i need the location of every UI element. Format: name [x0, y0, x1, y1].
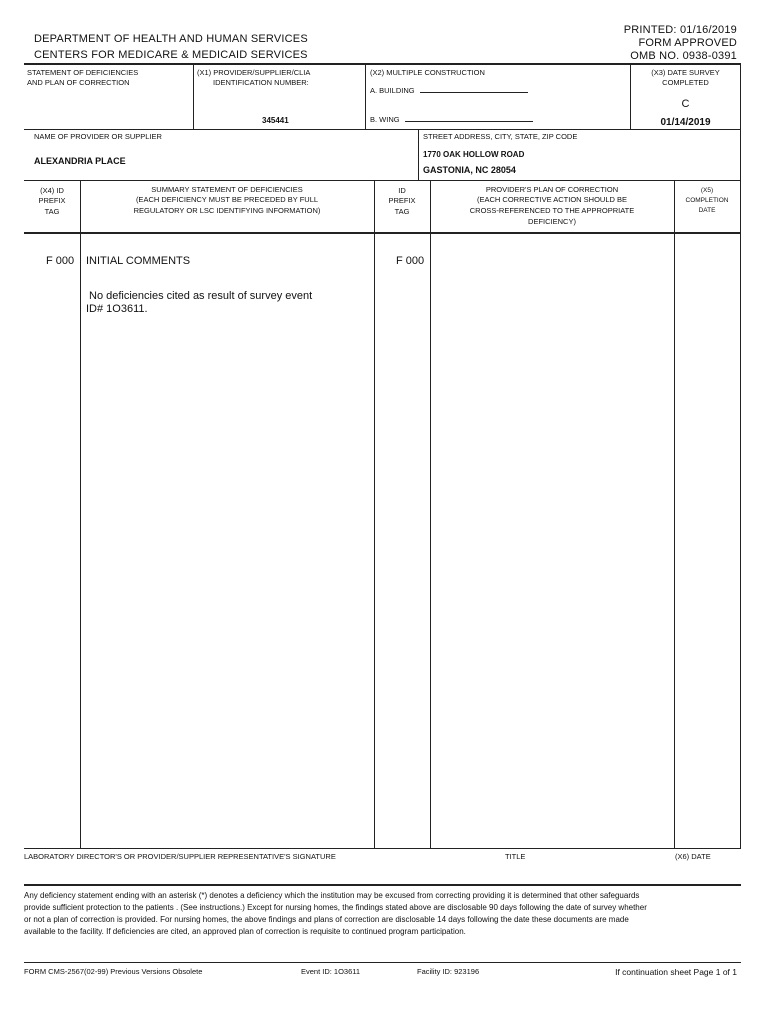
col-x4-right	[80, 180, 81, 848]
rule-after-provider	[24, 180, 741, 181]
street-address: 1770 OAK HOLLOW ROAD	[423, 150, 525, 159]
top-rule	[24, 63, 741, 65]
id-header-2: PREFIX	[388, 196, 416, 205]
summary-header-3: REGULATORY OR LSC IDENTIFYING INFORMATION)	[133, 206, 321, 215]
provider-id-number: 345441	[262, 116, 289, 125]
x4-header-3: TAG	[44, 207, 60, 216]
disclosure-notice: Any deficiency statement ending with an asterisk (*) denotes a deficiency which the institution may be excused from correcting providing it is determined that other safeguards provide sufficient protection to the patients . (See instructions.) Except for nursing homes, the findings stated above are disclosable 90 days following the date of survey whether or not a plan of correction is provided. For nursing homes, the above findings and plans of correction are disclosable 14 days following the date these documents are made available to the facility. If deficiencies are cited, an approved plan of correction is requisite to continued program participation.	[24, 891, 647, 936]
right-border-body	[740, 232, 741, 848]
survey-completed-date: 01/14/2019	[660, 117, 711, 128]
event-id: Event ID: 1O3611	[301, 967, 361, 976]
plan-prefix-tag: F 000	[396, 255, 425, 267]
col-id-right	[430, 180, 431, 848]
x3-label-1: (X3) DATE SURVEY	[651, 68, 720, 77]
x5-header-3: DATE	[698, 207, 716, 214]
x5-header-1: (X5)	[700, 187, 714, 194]
plan-header-4: DEFICIENCY)	[528, 217, 576, 226]
plan-header-2: (EACH CORRECTIVE ACTION SHOULD BE	[476, 195, 628, 204]
x3-label-2: COMPLETED	[662, 78, 709, 87]
x2-building-label: A. BUILDING	[370, 86, 415, 95]
col-plan-right	[674, 180, 675, 848]
footer-rule	[24, 962, 741, 963]
building-fill-line	[420, 84, 528, 93]
rule-after-signature	[24, 884, 741, 886]
title-label: TITLE	[505, 852, 526, 861]
x2-label: (X2) MULTIPLE CONSTRUCTION	[370, 68, 485, 77]
divider-address	[418, 129, 419, 180]
agency-line-2: CENTERS FOR MEDICARE & MEDICAID SERVICES	[34, 49, 308, 61]
entry-text-line-1: No deficiencies cited as result of survey event	[89, 290, 313, 302]
entry-text-line-2: ID# 1O3611.	[86, 303, 148, 315]
rule-after-ids	[24, 129, 741, 130]
wing-fill-line	[405, 113, 533, 122]
printed-date: PRINTED: 01/16/2019	[623, 24, 737, 36]
agency-line-1: DEPARTMENT OF HEALTH AND HUMAN SERVICES	[34, 33, 308, 45]
x4-header-1: (X4) ID	[40, 186, 64, 195]
signature-date-label: (X6) DATE	[675, 852, 711, 861]
id-header-1: ID	[398, 186, 406, 195]
right-border-top	[740, 63, 741, 233]
facility-id: Facility ID: 923196	[417, 967, 480, 976]
rule-before-signature	[24, 848, 741, 849]
continuation-page: If continuation sheet Page 1 of 1	[615, 967, 737, 977]
summary-header-1: SUMMARY STATEMENT OF DEFICIENCIES	[151, 185, 303, 194]
omb-number: OMB NO. 0938-0391	[630, 50, 737, 62]
plan-header-3: CROSS-REFERENCED TO THE APPROPRIATE	[469, 206, 635, 215]
address-label: STREET ADDRESS, CITY, STATE, ZIP CODE	[423, 132, 578, 141]
survey-type: C	[681, 98, 690, 110]
x2-building-row	[370, 84, 528, 96]
divider-x1	[193, 63, 194, 129]
statement-label-2: AND PLAN OF CORRECTION	[27, 78, 130, 87]
entry-prefix-tag: F 000	[46, 255, 75, 267]
rule-after-column-headers	[24, 232, 741, 234]
x1-label-1: (X1) PROVIDER/SUPPLIER/CLIA	[197, 68, 311, 77]
city-state-zip: GASTONIA, NC 28054	[423, 165, 516, 175]
plan-header-1: PROVIDER'S PLAN OF CORRECTION	[485, 185, 619, 194]
provider-name: ALEXANDRIA PLACE	[34, 156, 126, 166]
x2-wing-label: B. WING	[370, 115, 400, 124]
x2-wing-row	[370, 113, 533, 125]
signature-label: LABORATORY DIRECTOR'S OR PROVIDER/SUPPLIER REPRESENTATIVE'S SIGNATURE	[24, 852, 336, 861]
statement-label-1: STATEMENT OF DEFICIENCIES	[27, 68, 139, 77]
col-summary-right	[374, 180, 375, 848]
x5-header-2: COMPLETION	[685, 197, 729, 204]
form-approved: FORM APPROVED	[638, 37, 737, 49]
x1-label-2: IDENTIFICATION NUMBER:	[213, 78, 309, 87]
provider-name-label: NAME OF PROVIDER OR SUPPLIER	[34, 132, 162, 141]
divider-x2	[365, 63, 366, 129]
entry-title: INITIAL COMMENTS	[86, 255, 191, 267]
form-number: FORM CMS-2567(02-99) Previous Versions Obsolete	[24, 967, 203, 976]
summary-header-2: (EACH DEFICIENCY MUST BE PRECEDED BY FULL	[135, 195, 319, 204]
x4-header-2: PREFIX	[38, 196, 66, 205]
id-header-3: TAG	[394, 207, 410, 216]
